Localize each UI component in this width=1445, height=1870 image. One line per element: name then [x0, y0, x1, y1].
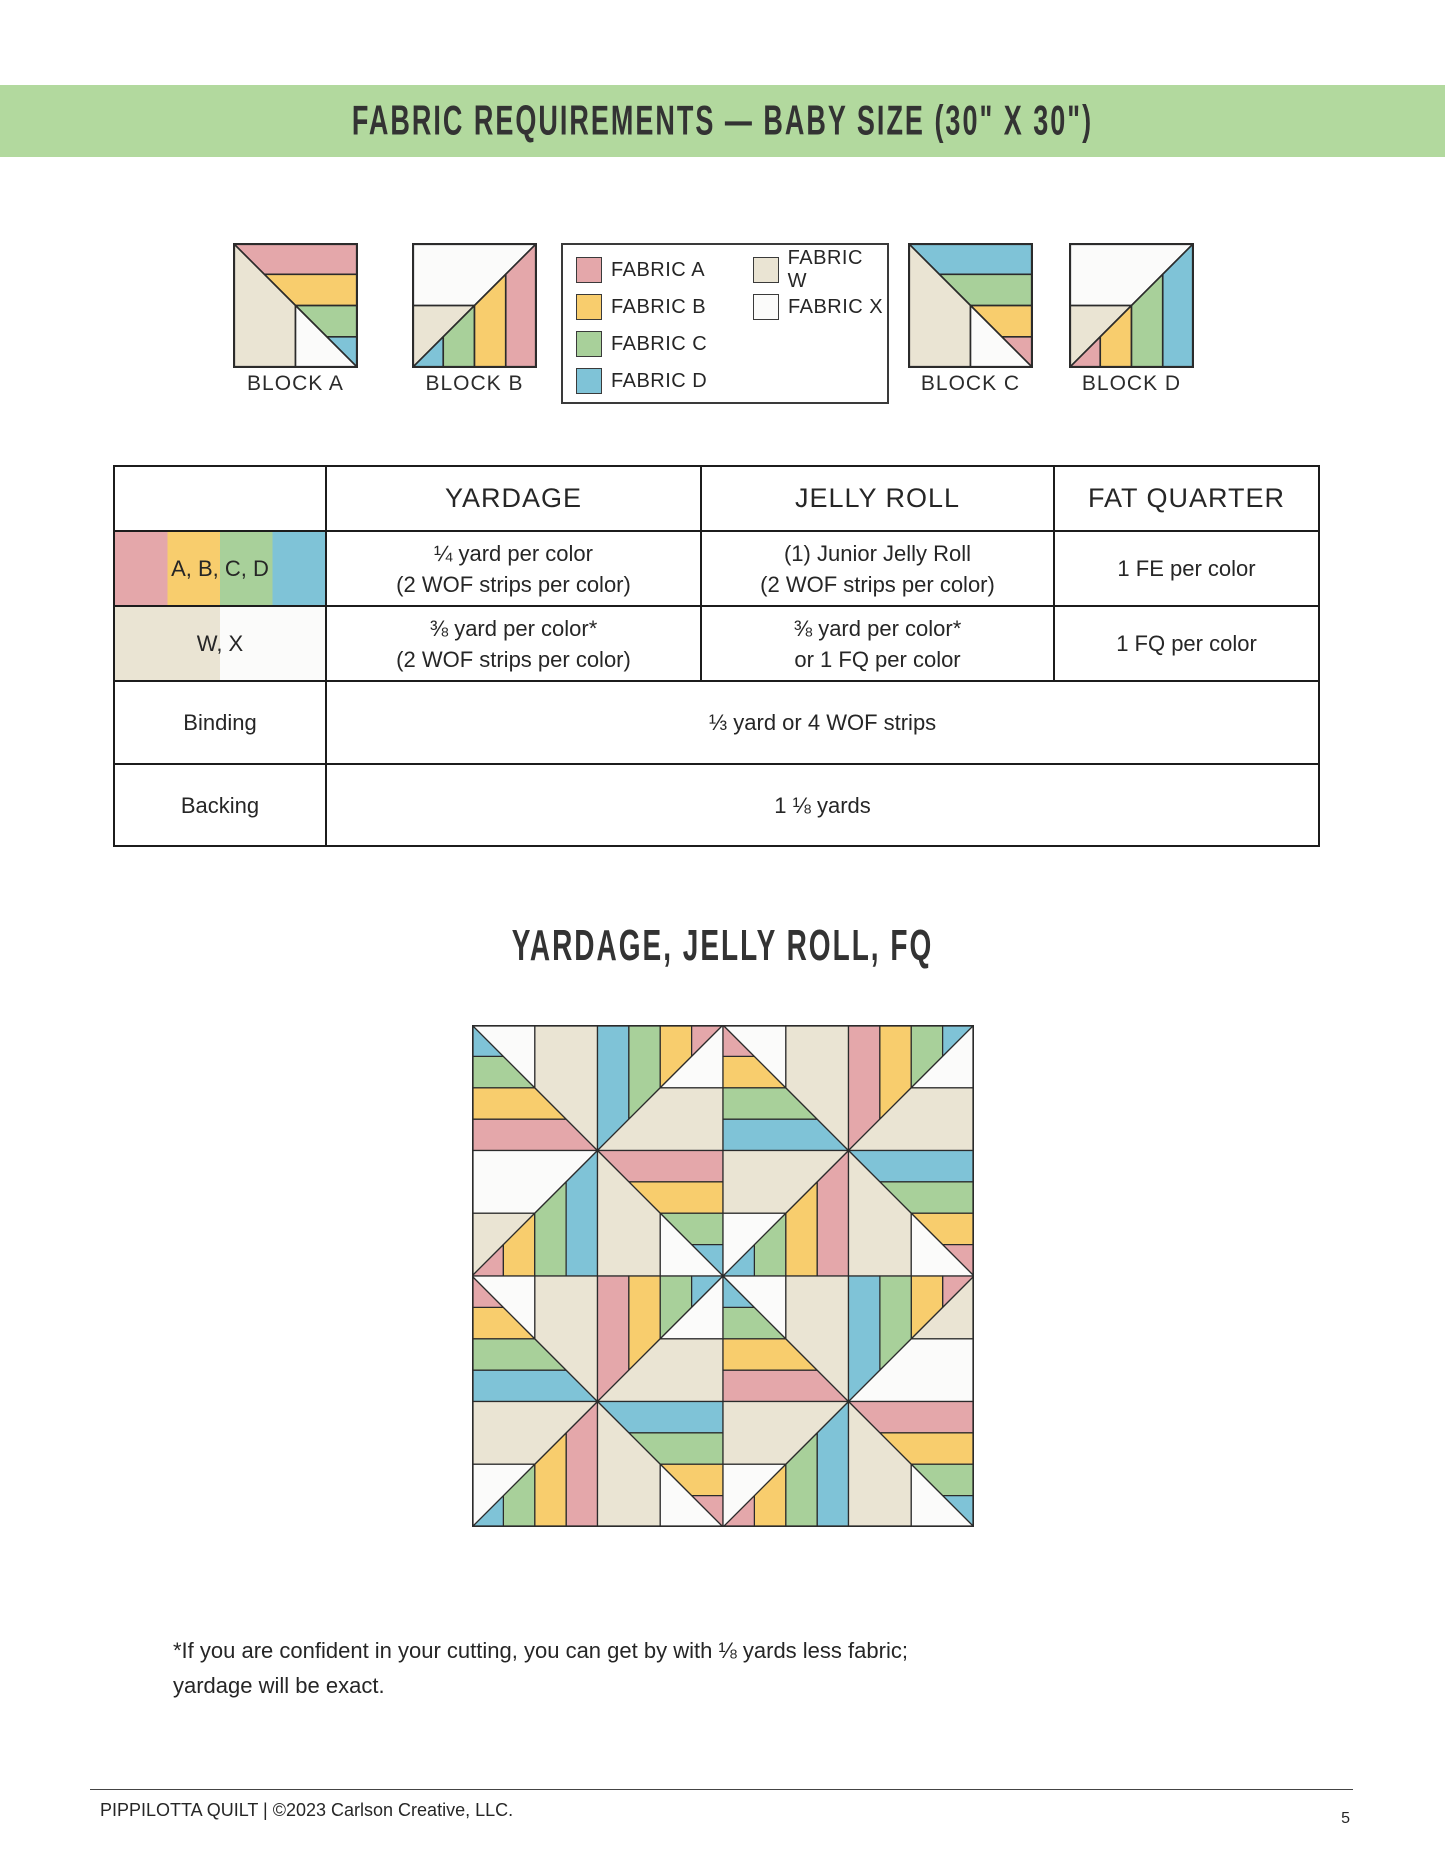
fabric-c-swatch: [576, 331, 602, 357]
footnote-line-2: yardage will be exact.: [173, 1673, 385, 1698]
block-a-diagram: [233, 243, 358, 368]
page-title: FABRIC REQUIREMENTS — BABY SIZE (30" X 30"): [351, 96, 1094, 144]
fabric-w-swatch: [753, 257, 779, 283]
section-heading: YARDAGE, JELLY ROLL, FQ: [511, 921, 934, 970]
legend-item-fabric-b: [576, 293, 706, 321]
block-d-svg: [1069, 243, 1194, 368]
title-banner: [0, 85, 1445, 157]
footnote-line-1: *If you are confident in your cutting, you can get by with ⅛ yards less fabric;: [173, 1638, 908, 1663]
row-label-abcd: A, B, C, D: [114, 531, 326, 606]
cell-wx-fat-quarter: 1 FQ per color: [1054, 606, 1319, 681]
footnote: [173, 1633, 908, 1703]
cell-wx-yardage: [326, 606, 701, 681]
cell-line: ⅜ yard per color*: [793, 615, 962, 641]
table-header-fat-quarter: FAT QUARTER: [1054, 466, 1319, 531]
legend-label: FABRIC B: [611, 295, 707, 318]
cell-abcd-fat-quarter: 1 FE per color: [1054, 531, 1319, 606]
footer-rule: [90, 1789, 1353, 1790]
legend-label: FABRIC D: [611, 369, 708, 392]
fabric-d-swatch: [576, 368, 602, 394]
quilt-layout-diagram: [472, 1025, 974, 1527]
cell-backing-value: 1 ⅛ yards: [326, 764, 1319, 846]
legend-label: FABRIC X: [788, 295, 884, 318]
cell-line: or 1 FQ per color: [794, 646, 961, 672]
block-b-svg: [412, 243, 537, 368]
cell-binding-value: ⅓ yard or 4 WOF strips: [326, 681, 1319, 764]
row-label-binding: Binding: [114, 681, 326, 764]
block-a-label: BLOCK A: [247, 372, 344, 395]
cell-line: ¼ yard per color: [434, 540, 593, 566]
legend-item-fabric-a: [576, 256, 705, 284]
page-number: 5: [1341, 1810, 1350, 1827]
cell-line: (2 WOF strips per color): [396, 571, 631, 597]
block-d-diagram: [1069, 243, 1194, 368]
cell-abcd-jelly-roll: [701, 531, 1054, 606]
table-header-empty: [114, 466, 326, 531]
block-b-label: BLOCK B: [425, 372, 524, 395]
cell-line: (2 WOF strips per color): [396, 646, 631, 672]
footer-text: PIPPILOTTA QUILT | ©2023 Carlson Creative, LLC.: [100, 1800, 514, 1820]
table-header-jelly-roll: JELLY ROLL: [701, 466, 1054, 531]
cell-wx-jelly-roll: [701, 606, 1054, 681]
row-label-wx: W, X: [114, 606, 326, 681]
cell-line: (1) Junior Jelly Roll: [783, 540, 972, 566]
row-label-backing: Backing: [114, 764, 326, 846]
legend-item-fabric-c: [576, 330, 707, 358]
table-header-yardage: YARDAGE: [326, 466, 701, 531]
block-c-label: BLOCK C: [920, 372, 1021, 395]
block-c-diagram: [908, 243, 1033, 368]
fabric-x-swatch: [753, 294, 779, 320]
legend-item-fabric-w: [753, 247, 887, 292]
fabric-legend: [561, 243, 889, 404]
cell-line: (2 WOF strips per color): [760, 571, 995, 597]
fabric-a-swatch: [576, 257, 602, 283]
fabric-requirements-table: [113, 465, 1320, 847]
legend-item-fabric-d: [576, 367, 707, 395]
fabric-b-swatch: [576, 294, 602, 320]
legend-label: FABRIC W: [787, 247, 863, 292]
legend-label: FABRIC A: [611, 258, 706, 281]
block-d-label: BLOCK D: [1081, 372, 1182, 395]
legend-item-fabric-x: [753, 293, 883, 321]
block-b-diagram: [412, 243, 537, 368]
block-c-svg: [908, 243, 1033, 368]
cell-line: ⅜ yard per color*: [429, 615, 598, 641]
legend-label: FABRIC C: [611, 332, 708, 355]
section-heading-wrap: [0, 921, 1445, 970]
requirements-table: [113, 465, 1320, 847]
cell-abcd-yardage: [326, 531, 701, 606]
block-a-svg: [233, 243, 358, 368]
